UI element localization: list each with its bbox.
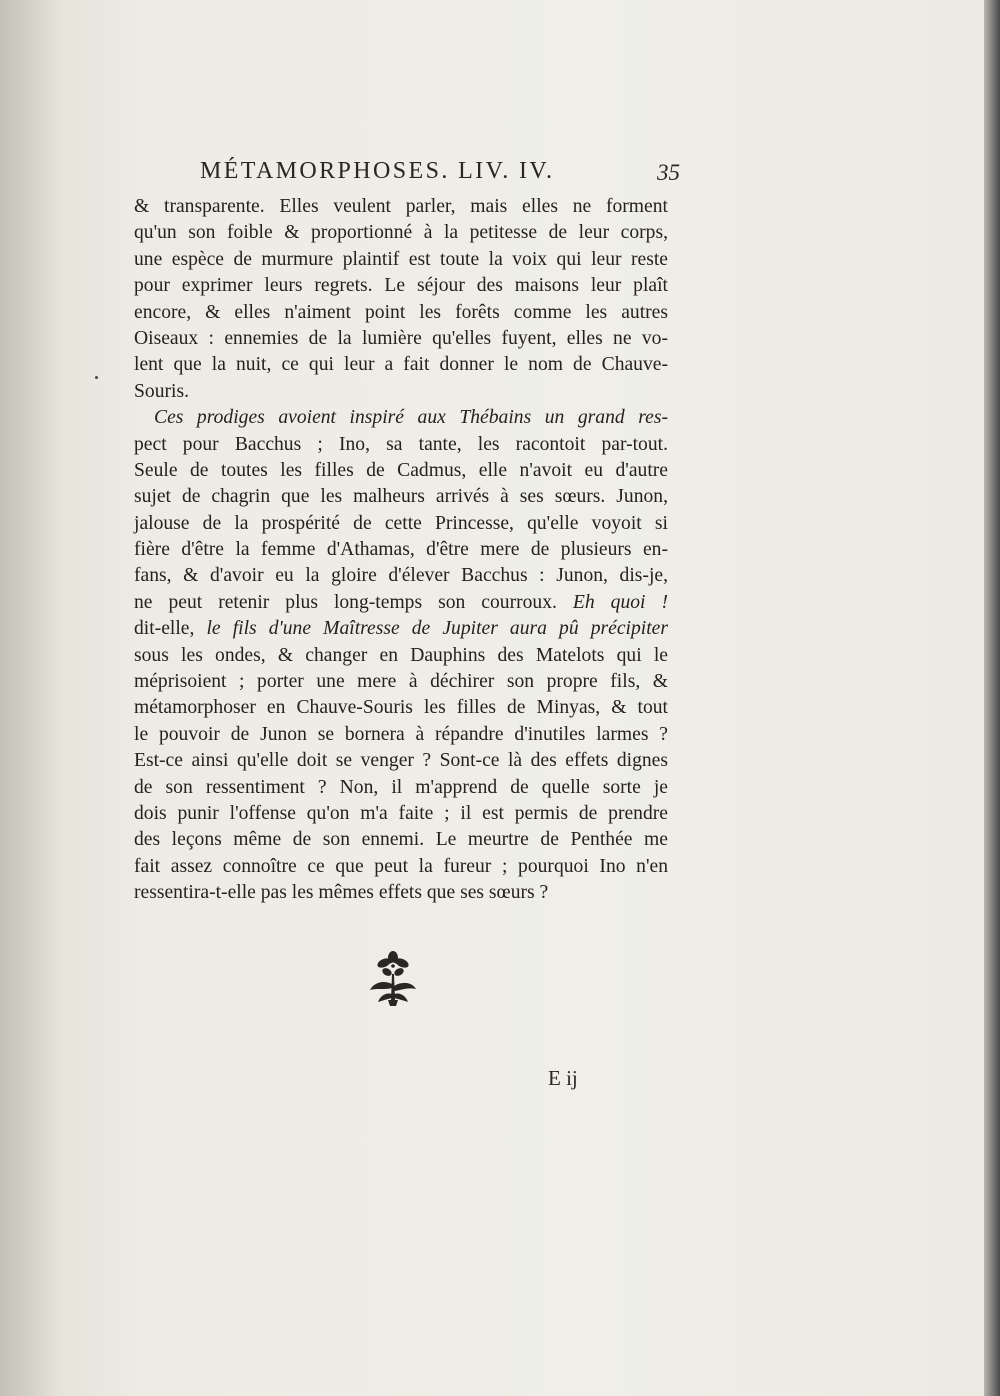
- text-segment: dois punir l'offense qu'on m'a faite ; il est permis de prendre: [134, 802, 668, 824]
- text-segment: dit-elle,: [134, 618, 207, 640]
- text-line: [134, 273, 668, 299]
- text-line: [134, 563, 668, 589]
- page-header: [200, 156, 680, 190]
- text-segment: jalouse de la prospérité de cette Princesse, qu'elle voyoit si: [134, 512, 668, 534]
- text-line: [134, 379, 668, 405]
- scan-edge: [984, 0, 1000, 1396]
- text-line: [134, 194, 668, 220]
- text-line: [134, 590, 668, 616]
- text-segment: pect pour Bacchus ; Ino, sa tante, les racontoit par-tout.: [134, 433, 668, 455]
- text-segment: le pouvoir de Junon se bornera à répandre d'inutiles larmes ?: [134, 723, 668, 745]
- running-title: MÉTAMORPHOSES. LIV. IV.: [200, 158, 555, 184]
- text-segment: fait assez connoître ce que peut la fureur ; pourquoi Ino n'en: [134, 855, 668, 877]
- text-segment: qu'un son foible & proportionné à la petitesse de leur corps,: [134, 222, 668, 244]
- text-line: [134, 616, 668, 642]
- text-line: [134, 300, 668, 326]
- text-segment: encore, & elles n'aiment point les forêts comme les autres: [134, 301, 668, 323]
- text-segment: fans, & d'avoir eu la gloire d'élever Bacchus : Junon, dis-je,: [134, 565, 668, 587]
- text-segment: sous les ondes, & changer en Dauphins des Matelots qui le: [134, 644, 668, 666]
- text-segment: de son ressentiment ? Non, il m'apprend de quelle sorte je: [134, 776, 668, 798]
- text-line: [134, 748, 668, 774]
- text-line: [134, 405, 668, 431]
- text-segment: métamorphoser en Chauve-Souris les filles de Minyas, & tout: [134, 697, 668, 719]
- text-line: [134, 643, 668, 669]
- text-segment: & transparente. Elles veulent parler, mais elles ne forment: [134, 196, 668, 217]
- text-line: [134, 537, 668, 563]
- body-text: [134, 194, 668, 907]
- text-segment: Ces prodiges avoient inspiré aux Thébains un grand res-: [154, 407, 668, 429]
- text-segment: une espèce de murmure plaintif est toute la voix qui leur reste: [134, 248, 668, 270]
- signature-mark: E ij: [548, 1066, 578, 1090]
- text-segment: le fils d'une Maîtresse de Jupiter aura pû précipiter: [206, 618, 668, 640]
- text-segment: Souris.: [134, 380, 189, 402]
- text-segment: ne peut retenir plus long-temps son courroux.: [134, 591, 573, 613]
- text-line: [134, 880, 668, 906]
- text-segment: Eh quoi !: [572, 591, 668, 613]
- text-segment: Oiseaux : ennemies de la lumière qu'elles fuyent, elles ne vo-: [134, 327, 668, 349]
- text-segment: pour exprimer leurs regrets. Le séjour des maisons leur plaît: [134, 275, 668, 297]
- gutter-shadow: [0, 0, 60, 1396]
- text-line: [134, 801, 668, 827]
- text-segment: méprisoient ; porter une mere à déchirer son propre fils, &: [134, 671, 668, 693]
- margin-ink-dot: [95, 376, 98, 379]
- text-line: [134, 722, 668, 748]
- text-line: [134, 669, 668, 695]
- text-line: [134, 827, 668, 853]
- text-line: [134, 247, 668, 273]
- text-line: [134, 775, 668, 801]
- text-line: [134, 695, 668, 721]
- text-line: [134, 352, 668, 378]
- text-line: [134, 432, 668, 458]
- text-segment: Est-ce ainsi qu'elle doit se venger ? Sont-ce là des effets dignes: [134, 750, 668, 772]
- text-line: [134, 854, 668, 880]
- text-line: [134, 458, 668, 484]
- text-segment: Seule de toutes les filles de Cadmus, elle n'avoit eu d'autre: [134, 459, 668, 481]
- text-segment: fière d'être la femme d'Athamas, d'être mere de plusieurs en-: [134, 539, 668, 561]
- text-segment: lent que la nuit, ce qui leur a fait donner le nom de Chauve-: [134, 354, 668, 376]
- text-line: [134, 484, 668, 510]
- text-line: [134, 511, 668, 537]
- text-segment: sujet de chagrin que les malheurs arrivés à ses sœurs. Junon,: [134, 486, 668, 508]
- text-line: [134, 326, 668, 352]
- text-segment: des leçons même de son ennemi. Le meurtre de Penthée me: [134, 829, 668, 851]
- text-segment: ressentira-t-elle pas les mêmes effets que ses sœurs ?: [134, 882, 549, 904]
- text-line: [134, 220, 668, 246]
- page-number: 35: [657, 160, 680, 185]
- floral-ornament-icon: [366, 950, 420, 1008]
